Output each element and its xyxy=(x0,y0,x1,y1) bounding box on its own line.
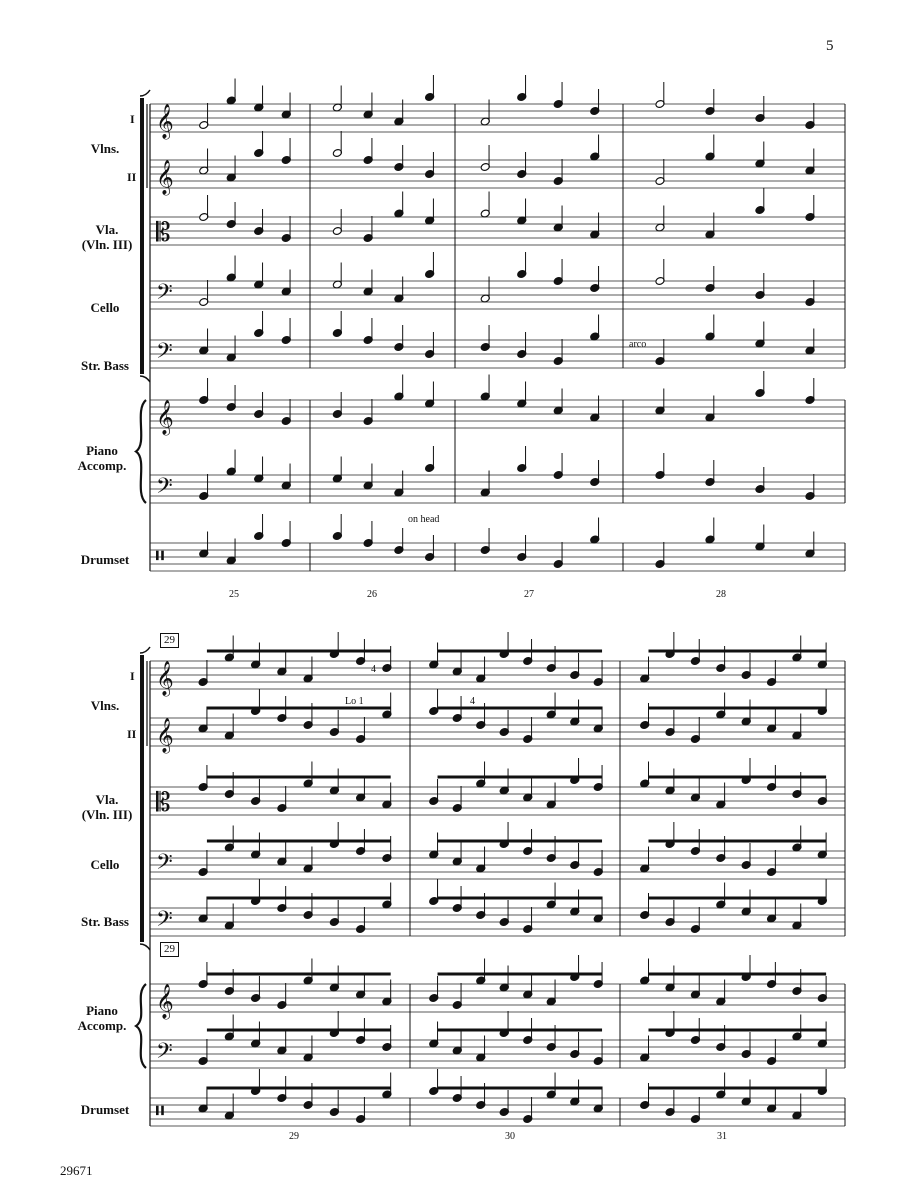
label-violin-2: II xyxy=(127,170,137,184)
clef-g: 𝄞 xyxy=(156,104,174,139)
clef-g: 𝄞 xyxy=(156,718,174,753)
clef-f: 𝄢 xyxy=(156,907,173,937)
clef-c: 𝄡 xyxy=(156,788,171,818)
clef-f: 𝄢 xyxy=(156,1039,173,1069)
clef-p: 𝄥 xyxy=(156,1097,164,1127)
clef-g: 𝄞 xyxy=(156,160,174,195)
label-drumset-2: Drumset xyxy=(80,1102,130,1117)
rehearsal-mark-29-piano: 29 xyxy=(160,942,179,957)
label-drumset: Drumset xyxy=(80,552,130,567)
fingering-lo1: Lo 1 xyxy=(345,696,364,707)
label-string-bass-2: Str. Bass xyxy=(81,914,129,929)
annotation-on-head: on head xyxy=(408,514,440,525)
label-viola-line1-2: Vla. xyxy=(95,792,119,807)
clef-f: 𝄢 xyxy=(156,280,173,310)
label-string-bass: Str. Bass xyxy=(81,358,129,373)
label-piano-2 xyxy=(62,1003,142,1033)
measure-number-28: 28 xyxy=(716,589,726,600)
clef-g: 𝄞 xyxy=(156,400,174,435)
bracket-hook xyxy=(140,647,150,653)
label-piano-line2-2: Accomp. xyxy=(77,1018,127,1033)
rehearsal-mark-29: 29 xyxy=(160,633,179,648)
label-violin-1: I xyxy=(130,112,135,126)
measure-number-26: 26 xyxy=(367,589,377,600)
catalog-number: 29671 xyxy=(60,1163,93,1178)
measure-number-29: 29 xyxy=(289,1131,299,1142)
label-cello-2: Cello xyxy=(90,857,120,872)
measure-number-25: 25 xyxy=(229,589,239,600)
clef-c: 𝄡 xyxy=(156,218,171,248)
fingering-4-a: 4 xyxy=(371,664,376,675)
clef-f: 𝄢 xyxy=(156,474,173,504)
label-viola-2 xyxy=(62,792,152,822)
label-viola xyxy=(62,222,152,252)
annotation-arco: arco xyxy=(629,339,647,350)
label-viola-line2-2: (Vln. III) xyxy=(81,807,133,822)
label-viola-line1: Vla. xyxy=(95,222,119,237)
label-violins-2: Vlns. xyxy=(90,698,120,713)
clef-p: 𝄥 xyxy=(156,542,164,572)
label-violin-2-2: II xyxy=(127,727,137,741)
label-piano-line1-2: Piano xyxy=(86,1003,118,1018)
measure-number-30: 30 xyxy=(505,1131,515,1142)
bracket-hook xyxy=(140,944,150,950)
bracket-hook xyxy=(140,90,150,96)
measure-number-31: 31 xyxy=(717,1131,727,1142)
label-piano-line2: Accomp. xyxy=(77,458,127,473)
label-violins: Vlns. xyxy=(90,141,120,156)
clef-g: 𝄞 xyxy=(156,661,174,696)
label-viola-line2: (Vln. III) xyxy=(81,237,133,252)
clef-g: 𝄞 xyxy=(156,984,174,1019)
page-number: 5 xyxy=(826,38,834,54)
clef-f: 𝄢 xyxy=(156,339,173,369)
clef-f: 𝄢 xyxy=(156,850,173,880)
bracket-hook xyxy=(140,376,150,382)
measure-number-27: 27 xyxy=(524,589,534,600)
label-violin-1-2: I xyxy=(130,669,135,683)
label-piano xyxy=(62,443,142,473)
label-piano-line1: Piano xyxy=(86,443,118,458)
label-cello: Cello xyxy=(90,300,120,315)
fingering-4-b: 4 xyxy=(470,696,475,707)
